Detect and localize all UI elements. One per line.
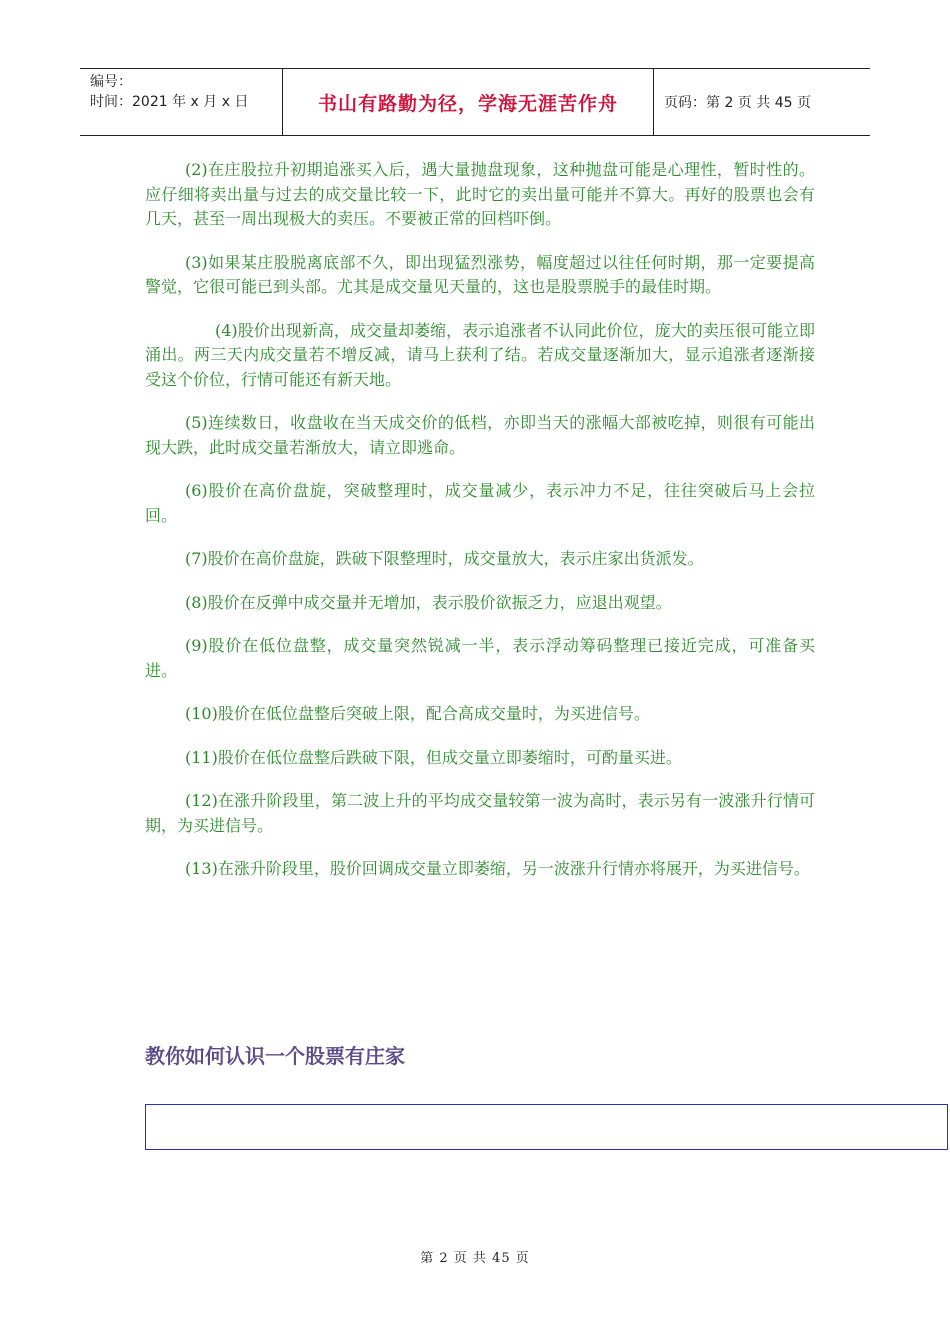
empty-bordered-box — [145, 1104, 948, 1150]
paragraph-3: (3)如果某庄股脱离底部不久，即出现猛烈涨势，幅度超过以往任何时期，那一定要提高警觉，它很可能已到头部。尤其是成交量见天量的，这也是股票脱手的最佳时期。 — [145, 252, 815, 296]
header-motto: 书山有路勤为径，学海无涯苦作舟 — [282, 69, 654, 135]
paragraph-12: (12)在涨升阶段里，第二波上升的平均成交量较第一波为高时，表示另有一波涨升行情可期，为买进信号。 — [145, 791, 815, 835]
paragraph-13: (13)在涨升阶段里，股价回调成交量立即萎缩，另一波涨升行情亦将展开，为买进信号。 — [185, 859, 810, 878]
paragraph-9: (9)股价在低位盘整，成交量突然锐减一半，表示浮动筹码整理已接近完成，可准备买进。 — [145, 636, 815, 680]
paragraph-4: (4)股价出现新高，成交量却萎缩，表示追涨者不认同此价位，庞大的卖压很可能立即涌出。两三天内成交量若不增反减，请马上获利了结。若成交量逐渐加大，显示追涨者逐渐接受这个价位，行情可能还有新天地。 — [145, 320, 815, 389]
paragraph-8: (8)股价在反弹中成交量并无增加，表示股价欲振乏力，应退出观望。 — [185, 592, 672, 612]
header-number-label: 编号： — [90, 74, 132, 90]
paragraph-11: (11)股价在低位盘整后跌破下限，但成交量立即萎缩时，可酌量买进。 — [185, 747, 682, 767]
header-page-info: 页码：第 2 页 共 45 页 — [664, 95, 811, 111]
paragraph-10: (10)股价在低位盘整后突破上限，配合高成交量时，为买进信号。 — [185, 704, 650, 723]
paragraph-2: (2)在庄股拉升初期追涨买入后，遇大量抛盘现象，这种抛盘可能是心理性，暂时性的。应仔细将卖出量与过去的成交量比较一下，此时它的卖出量可能并不算大。再好的股票也会有几天，甚至一周出现极大的卖压。不要被正常的回档吓倒。 — [145, 160, 815, 228]
paragraph-7: (7)股价在高价盘旋，跌破下限整理时，成交量放大，表示庄家出货派发。 — [185, 549, 704, 568]
header-meta-cell — [80, 69, 282, 135]
paragraph-5: (5)连续数日，收盘收在当天成交价的低档，亦即当天的涨幅大部被吃掉，则很有可能出现大跌，此时成交量若渐放大，请立即逃命。 — [145, 413, 815, 457]
header-time-label: 时间：2021 年 x 月 x 日 — [90, 94, 249, 110]
page-footer: 第 2 页 共 45 页 — [420, 1251, 530, 1266]
document-body — [145, 158, 815, 901]
section-title: 教你如何认识一个股票有庄家 — [145, 1044, 405, 1068]
paragraph-6: (6)股价在高价盘旋，突破整理时，成交量减少，表示冲力不足，往往突破后马上会拉回。 — [145, 481, 815, 525]
header-table — [80, 68, 870, 136]
